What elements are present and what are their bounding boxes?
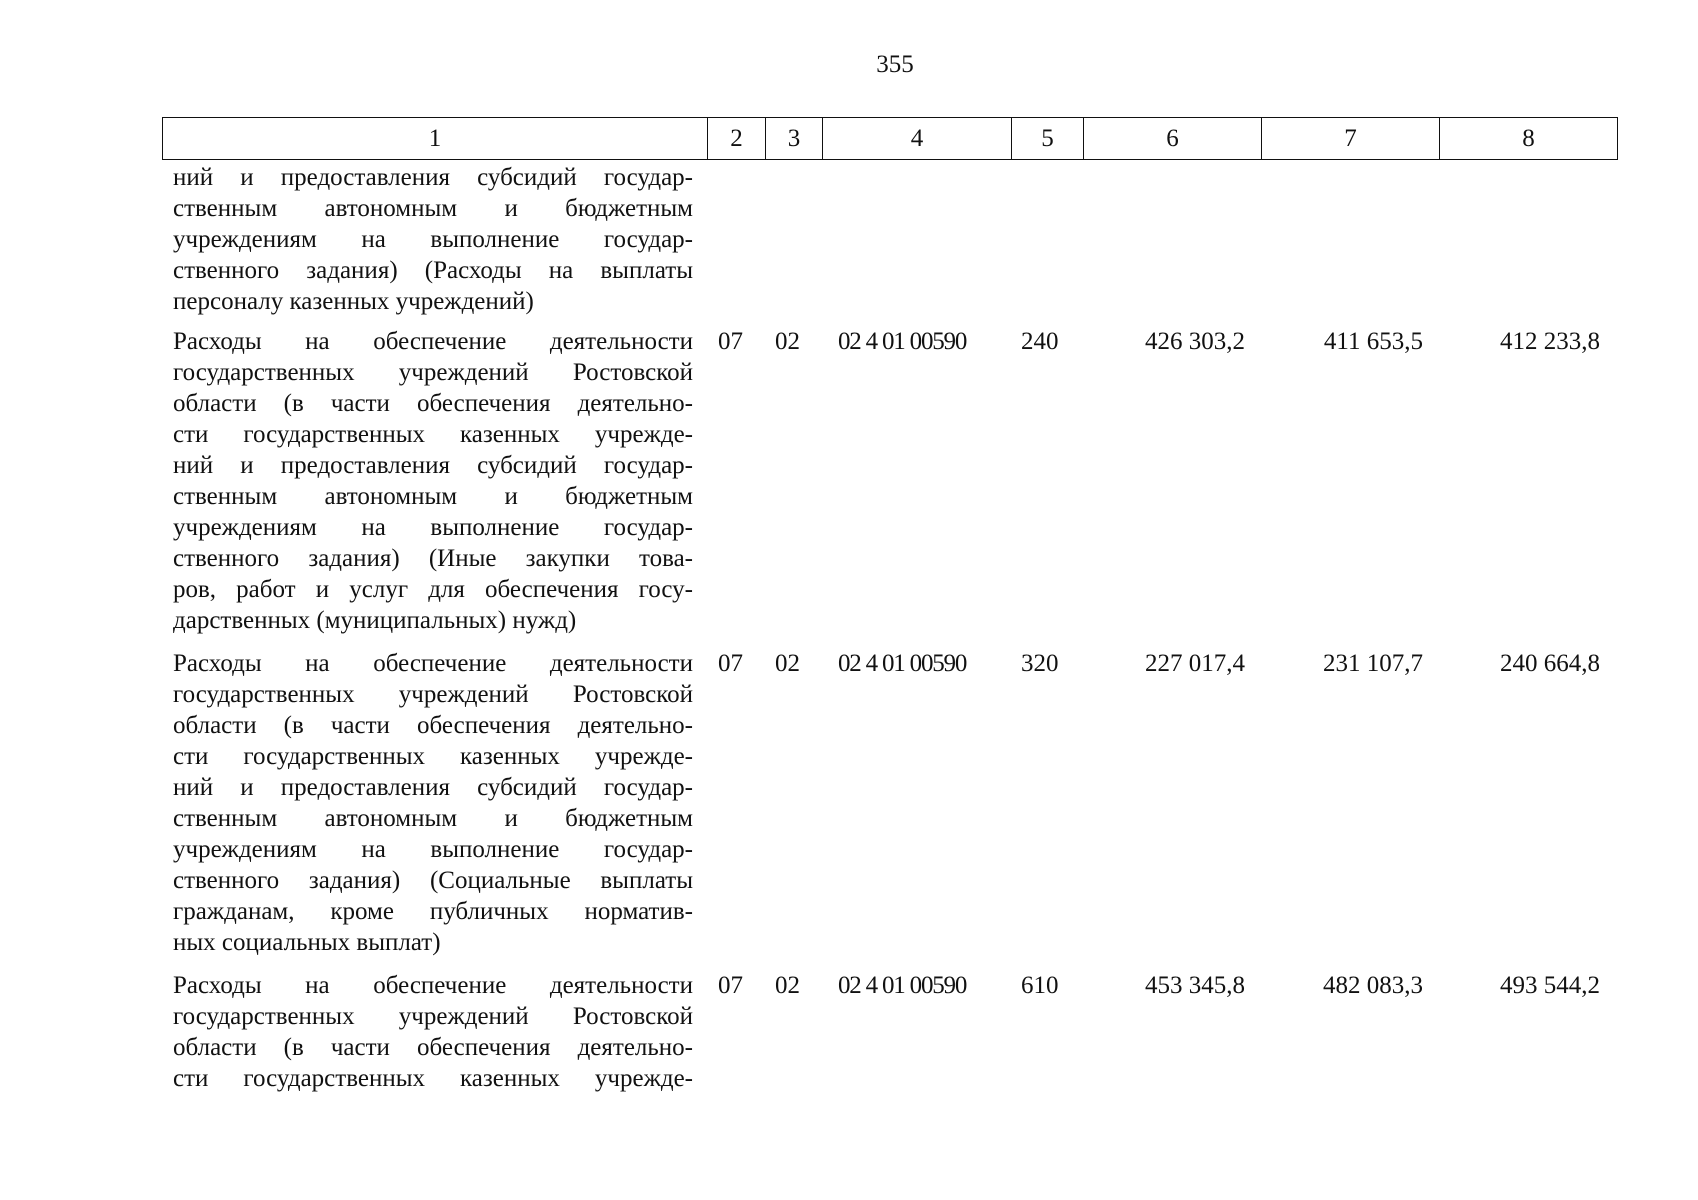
expense-type-code: 240 (1021, 328, 1059, 355)
description-line: ственного задания) (Иные закупки това- (173, 545, 693, 572)
description-line: области (в части обеспечения деятельно- (173, 390, 693, 417)
description-line: ний и предоставления субсидий государ- (173, 774, 693, 801)
description-line: Расходы на обеспечение деятельности (173, 972, 693, 999)
description-line: ний и предоставления субсидий государ- (173, 452, 693, 479)
target-article-code: 02 4 01 00590 (838, 972, 967, 999)
description-line: ров, работ и услуг для обеспечения госу- (173, 576, 693, 603)
description-line: Расходы на обеспечение деятельности (173, 328, 693, 355)
amount-col-8: 412 233,8 (1500, 328, 1600, 355)
column-header-4: 4 (823, 118, 1012, 160)
description-line: сти государственных казенных учрежде- (173, 743, 693, 770)
row-description (173, 970, 693, 1094)
column-header-5: 5 (1012, 118, 1084, 160)
amount-col-6: 426 303,2 (1145, 328, 1245, 355)
expense-type-code: 610 (1021, 972, 1059, 999)
description-line: персоналу казенных учреждений) (173, 288, 534, 315)
description-line: государственных учреждений Ростовской (173, 359, 693, 386)
section-code: 07 (718, 972, 743, 999)
description-line: ственным автономным и бюджетным (173, 195, 693, 222)
subsection-code: 02 (775, 650, 800, 677)
description-line: ний и предоставления субсидий государ- (173, 164, 693, 191)
description-line: учреждениям на выполнение государ- (173, 836, 693, 863)
row-description (173, 326, 693, 636)
column-header-6: 6 (1084, 118, 1262, 160)
row-description (173, 648, 693, 958)
amount-col-7: 411 653,5 (1323, 328, 1423, 355)
description-line: ственным автономным и бюджетным (173, 805, 693, 832)
section-code: 07 (718, 650, 743, 677)
column-header-3: 3 (766, 118, 823, 160)
section-code: 07 (718, 328, 743, 355)
description-line: гражданам, кроме публичных норматив- (173, 898, 693, 925)
description-line: ственного задания) (Социальные выплаты (173, 867, 693, 894)
description-line: дарственных (муниципальных) нужд) (173, 607, 577, 634)
subsection-code: 02 (775, 972, 800, 999)
amount-col-7: 482 083,3 (1323, 972, 1423, 999)
column-header-1: 1 (163, 118, 708, 160)
description-line: ственным автономным и бюджетным (173, 483, 693, 510)
description-line: области (в части обеспечения деятельно- (173, 1034, 693, 1061)
description-line: ных социальных выплат) (173, 929, 441, 956)
expense-type-code: 320 (1021, 650, 1059, 677)
description-line: государственных учреждений Ростовской (173, 1003, 693, 1030)
description-line: сти государственных казенных учрежде- (173, 421, 693, 448)
amount-col-6: 453 345,8 (1145, 972, 1245, 999)
column-header-7: 7 (1262, 118, 1440, 160)
description-line: учреждениям на выполнение государ- (173, 226, 693, 253)
description-line: Расходы на обеспечение деятельности (173, 650, 693, 677)
description-line: сти государственных казенных учрежде- (173, 1065, 693, 1092)
amount-col-8: 240 664,8 (1500, 650, 1600, 677)
subsection-code: 02 (775, 328, 800, 355)
description-line: области (в части обеспечения деятельно- (173, 712, 693, 739)
target-article-code: 02 4 01 00590 (838, 650, 967, 677)
amount-col-6: 227 017,4 (1145, 650, 1245, 677)
amount-col-8: 493 544,2 (1500, 972, 1600, 999)
page-number: 355 (876, 51, 914, 78)
description-line: учреждениям на выполнение государ- (173, 514, 693, 541)
description-line: государственных учреждений Ростовской (173, 681, 693, 708)
column-header-2: 2 (708, 118, 766, 160)
column-header-8: 8 (1440, 118, 1618, 160)
description-line: ственного задания) (Расходы на выплаты (173, 257, 693, 284)
target-article-code: 02 4 01 00590 (838, 328, 967, 355)
amount-col-7: 231 107,7 (1323, 650, 1423, 677)
row-description (173, 162, 693, 317)
